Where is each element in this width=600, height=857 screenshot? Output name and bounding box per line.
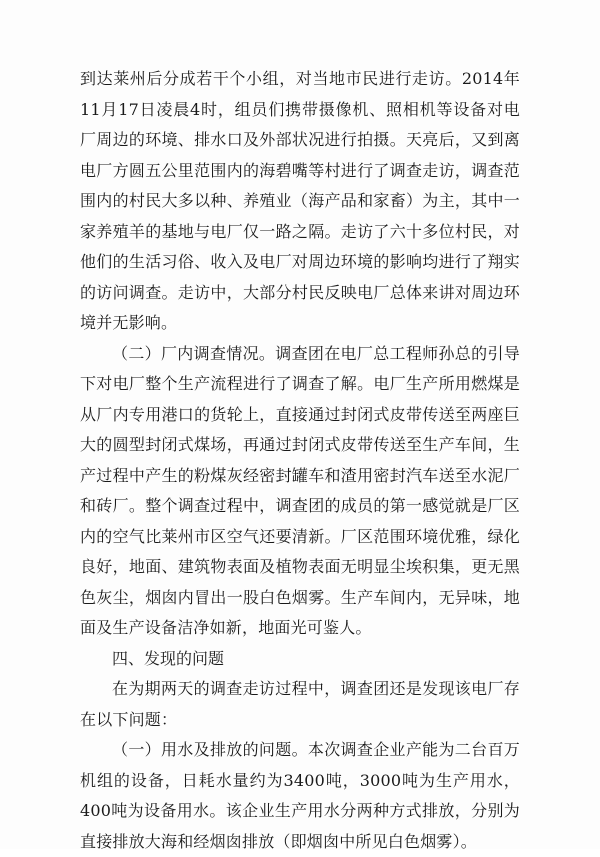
paragraph-problems-intro: 在为期两天的调查走访过程中，调查团还是发现该电厂存在以下问题： bbox=[80, 679, 520, 729]
paragraph-plant-inspection: （二）厂内调查情况。调查团在电厂总工程师孙总的引导下对电厂整个生产流程进行了调查了解。电厂生产所用燃煤是从厂内专用港口的货轮上，直接通过封闭式皮带传送至两座巨大的圆型封闭式煤场，再通过封闭式皮带传送至生产车间，生产过程中产生的粉煤灰经密封罐车和渣用密封汽车送至水泥厂和砖厂。整个调查过程中，调查团的成员的第一感觉就是厂区内的空气比莱州市区空气还要清新。厂区范围环境优雅，绿化良好，地面、建筑物表面及植物表面无明显尘埃积集，更无黑色灰尘，烟囱内冒出一股白色烟雾。生产车间内，无异味，地面及生产设备洁净如新，地面光可鉴人。 bbox=[80, 343, 520, 637]
paragraph-water-discharge: （一）用水及排放的问题。本次调查企业产能为二台百万机组的设备，日耗水量约为3400吨，3000吨为生产用水，400吨为设备用水。该企业生产用水分两种方式排放，分别为直接排放大海和经烟囱排放（即烟囱中所见白色烟雾）。 bbox=[80, 740, 520, 851]
paragraph-survey-visit: 到达莱州后分成若干个小组，对当地市民进行走访。2014年11月17日凌晨4时，组员们携带摄像机、照相机等设备对电厂周边的环境、排水口及外部状况进行拍摄。天亮后，又到离电厂方圆五公里范围内的海碧嘴等村进行了调查走访，调查范围内的村民大多以种、养殖业（海产品和家畜）为主，其中一家养殖羊的基地与电厂仅一路之隔。走访了六十多位村民，对他们的生活习俗、收入及电厂对周边环境的影响均进行了翔实的访问调查。走访中，大部分村民反映电厂总体来讲对周边环境并无影响。 bbox=[80, 69, 520, 332]
section-heading-problems: 四、发现的问题 bbox=[112, 648, 225, 668]
document-body bbox=[80, 64, 520, 857]
